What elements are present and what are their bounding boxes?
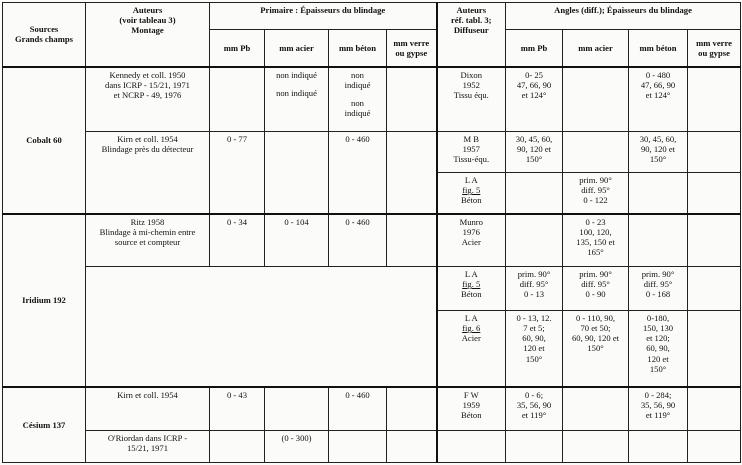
table-cell	[629, 132, 688, 173]
cell-text: indiqué	[344, 107, 371, 118]
cell-text: fig. 5	[462, 185, 481, 196]
cell-text: Tissu-équ.	[453, 154, 490, 165]
cell-text: Dixon	[460, 69, 482, 80]
cell-text: 0 - 23	[585, 216, 606, 227]
table-cell: 0 - 34	[210, 214, 265, 267]
cell-text: 0 - 13	[523, 289, 545, 300]
cell-text: 150, 130	[642, 323, 674, 334]
table-cell	[688, 173, 741, 214]
cell-text: Acier	[461, 333, 481, 344]
header-angle-mm-verre-line1: mm verre	[696, 37, 732, 48]
source-cesium: Césium 137	[3, 387, 86, 463]
header-angle-mm-pb: mm Pb	[506, 30, 563, 67]
cell-text: diff. 95°	[581, 279, 610, 290]
cell-text: L A	[464, 269, 478, 279]
cell-text: 60, 90, 120 et	[572, 333, 620, 344]
cell-text: 70 et 50;	[580, 323, 611, 334]
table-cell: 0 - 460	[329, 132, 387, 214]
header-auteurs-ref-line1: Auteurs	[456, 5, 487, 15]
cell-text: diff. 95°	[581, 185, 610, 196]
header-angle-mm-verre-line2: ou gypse	[698, 47, 730, 58]
cell-text: fig. 6	[462, 323, 481, 334]
cell-text: 35, 56, 90	[640, 399, 676, 410]
cell-text: 47, 66, 90	[640, 79, 676, 90]
table-cell	[86, 67, 210, 132]
cell-text: 60, 90,	[522, 333, 546, 344]
cell-text: 0-180,	[646, 313, 670, 323]
table-cell	[506, 387, 563, 431]
table-cell	[265, 132, 329, 214]
table-cell	[210, 67, 265, 132]
cell-text: 60, 90,	[646, 343, 670, 354]
cell-text: 0 - 6;	[524, 389, 544, 400]
table-cell	[563, 267, 629, 311]
header-auteurs-ref	[437, 3, 506, 67]
cell-text: source et compteur	[114, 236, 181, 247]
table-cell	[265, 387, 329, 431]
header-mm-acier: mm acier	[265, 30, 329, 67]
table-cell	[437, 173, 506, 214]
table-cell	[329, 67, 387, 132]
table-cell	[688, 311, 741, 387]
header-sources-line2: Grands champs	[14, 34, 74, 45]
table-cell	[688, 387, 741, 431]
header-mm-pb: mm Pb	[210, 30, 265, 67]
table-cell	[387, 132, 437, 214]
header-auteurs	[86, 3, 210, 67]
cell-text: 150°	[587, 343, 604, 354]
table-cell	[387, 67, 437, 132]
table-cell	[629, 431, 688, 463]
cell-text: non indiqué	[276, 69, 317, 80]
cell-text: prim. 90°	[641, 269, 675, 279]
cell-text: Kennedy et coll. 1950	[109, 69, 186, 80]
cell-text: prim. 90°	[517, 269, 551, 279]
cell-text: indiqué	[344, 79, 371, 90]
cell-text: 35, 56, 90	[516, 399, 552, 410]
cell-text: 1952	[462, 79, 480, 90]
cell-text: non indiqué	[276, 87, 317, 98]
cell-text: Tissu équ.	[453, 89, 489, 100]
header-sources-line1: Sources	[29, 24, 59, 35]
cell-text: 1959	[462, 399, 480, 410]
table-cell	[387, 431, 437, 463]
cell-text: Béton	[461, 289, 482, 300]
table-cell	[563, 431, 629, 463]
table-cell	[688, 214, 741, 267]
cell-text: 0 - 480	[645, 69, 671, 80]
cell-text: fig. 5	[462, 279, 481, 290]
table-cell: 0 - 77	[210, 132, 265, 214]
table-cell	[506, 311, 563, 387]
cell-text: et 120;	[646, 333, 670, 344]
cell-text: 30, 45, 60,	[515, 134, 553, 144]
cell-text: 0- 25	[525, 69, 543, 80]
table-cell	[629, 67, 688, 132]
cell-text: 0 - 284;	[644, 389, 672, 400]
cell-text: 150°	[525, 154, 543, 165]
cell-text: Béton	[461, 409, 482, 420]
header-mm-verre-line2: ou gypse	[395, 47, 428, 58]
cell-text: 1957	[462, 144, 480, 155]
cell-text: diff. 95°	[643, 279, 673, 290]
table-cell	[629, 387, 688, 431]
cell-text: 150°	[525, 353, 543, 364]
table-cell: 0 - 460	[329, 387, 387, 431]
table-cell	[506, 173, 563, 214]
table-cell	[563, 311, 629, 387]
cell-text: L A	[464, 175, 478, 185]
header-auteurs-line2: (voir tableau 3)	[119, 15, 176, 26]
cell-text: 0 - 168	[645, 289, 671, 300]
table-cell	[506, 132, 563, 173]
table-cell: 0 - 460	[329, 214, 387, 267]
header-primaire: Primaire : Épaisseurs du blindage	[210, 3, 437, 30]
cell-text: et 119°	[645, 409, 671, 420]
table-cell	[506, 431, 563, 463]
header-mm-verre	[387, 30, 437, 67]
cell-text: Blindage près du détecteur	[101, 144, 194, 155]
table-cell	[437, 67, 506, 132]
cell-text: et 124°	[645, 89, 671, 100]
cell-text: non	[351, 69, 364, 80]
cell-text: 120 et	[647, 353, 669, 364]
table-cell	[629, 311, 688, 387]
cell-text: diff. 95°	[519, 279, 549, 290]
cell-text: 0 - 122	[583, 195, 608, 206]
table-cell	[563, 67, 629, 132]
source-cobalt: Cobalt 60	[3, 67, 86, 214]
cell-text: et 124°	[521, 89, 547, 100]
source-iridium: Iridium 192	[3, 214, 86, 387]
cell-text: 0 - 13, 12.	[516, 313, 552, 323]
cell-text: M B	[463, 134, 480, 144]
cell-text: 0 - 110, 90,	[575, 313, 616, 323]
cell-text: 100, 120,	[579, 226, 612, 237]
table-cell	[563, 214, 629, 267]
table-cell	[387, 214, 437, 267]
header-auteurs-ref-line2: réf. tabl. 3;	[450, 15, 492, 26]
cell-text: O'Riordan dans ICRP -	[107, 433, 188, 443]
table-cell	[563, 132, 629, 173]
header-auteurs-line1: Auteurs	[132, 5, 163, 15]
cell-text: L A	[464, 313, 478, 323]
cell-text: et 119°	[521, 409, 547, 420]
table-cell	[688, 67, 741, 132]
header-auteurs-ref-line3: Diffuseur	[453, 25, 489, 36]
shielding-table	[2, 2, 741, 463]
table-cell	[506, 267, 563, 311]
header-sources	[3, 3, 86, 67]
cell-text: 165°	[587, 246, 604, 257]
table-cell	[387, 387, 437, 431]
table-cell: 0 - 43	[210, 387, 265, 431]
cell-text: non	[351, 97, 364, 108]
table-cell	[629, 173, 688, 214]
cell-text: 30, 45, 60,	[639, 134, 677, 144]
table-cell	[688, 267, 741, 311]
cell-text: 90, 120 et	[640, 144, 676, 155]
cell-text: 15/21, 1971	[126, 443, 169, 454]
table-cell	[563, 387, 629, 431]
cell-text: 135, 150 et	[576, 236, 615, 247]
cell-text: et NCRP - 49, 1976	[113, 89, 182, 100]
header-mm-beton: mm béton	[329, 30, 387, 67]
table-cell	[329, 431, 387, 463]
cell-text: 150°	[649, 154, 667, 165]
table-cell	[688, 431, 741, 463]
header-mm-verre-line1: mm verre	[393, 37, 430, 48]
header-auteurs-line3: Montage	[131, 25, 164, 36]
table-cell: 0 - 104	[265, 214, 329, 267]
table-cell	[437, 431, 506, 463]
cell-text: Kirn et coll. 1954	[117, 134, 178, 144]
table-cell	[563, 173, 629, 214]
cell-text: Blindage à mi-chemin entre	[99, 226, 196, 237]
table-cell	[437, 267, 506, 311]
cell-text: 7 et 5;	[523, 323, 545, 334]
cell-text: 90, 120 et	[516, 144, 552, 155]
table-cell	[437, 214, 506, 267]
cell-text: Acier	[461, 236, 481, 247]
cell-text: 150°	[649, 363, 667, 374]
table-cell	[86, 214, 210, 267]
cell-text: F W	[463, 389, 479, 400]
table-cell	[265, 67, 329, 132]
cell-text: Béton	[461, 195, 482, 206]
cell-text: 47, 66, 90	[516, 79, 552, 90]
table-cell	[437, 311, 506, 387]
cell-text: prim. 90°	[579, 175, 612, 185]
table-cell: Kirn et coll. 1954	[86, 387, 210, 431]
table-cell	[86, 431, 210, 463]
header-angle-mm-acier: mm acier	[563, 30, 629, 67]
header-angles: Angles (diff.); Épaisseurs du blindage	[506, 3, 741, 30]
cell-text: Munro	[459, 216, 483, 227]
table-cell	[629, 214, 688, 267]
cell-text: 120 et	[523, 343, 545, 354]
table-cell	[210, 431, 265, 463]
cell-text: Ritz 1958	[130, 216, 165, 227]
table-cell	[437, 132, 506, 173]
table-cell	[437, 387, 506, 431]
table-cell	[629, 267, 688, 311]
cell-text: 0 - 90	[585, 289, 606, 300]
header-angle-mm-beton: mm béton	[629, 30, 688, 67]
table-cell: (0 - 300)	[265, 431, 329, 463]
cell-text: dans ICRP - 15/21, 1971	[105, 79, 190, 90]
table-cell	[506, 214, 563, 267]
cell-text: prim. 90°	[579, 269, 612, 279]
table-cell-empty	[86, 267, 437, 387]
table-cell	[506, 67, 563, 132]
cell-text: 1976	[462, 226, 480, 237]
table-cell	[688, 132, 741, 173]
table-cell	[86, 132, 210, 214]
header-angle-mm-verre	[688, 30, 741, 67]
